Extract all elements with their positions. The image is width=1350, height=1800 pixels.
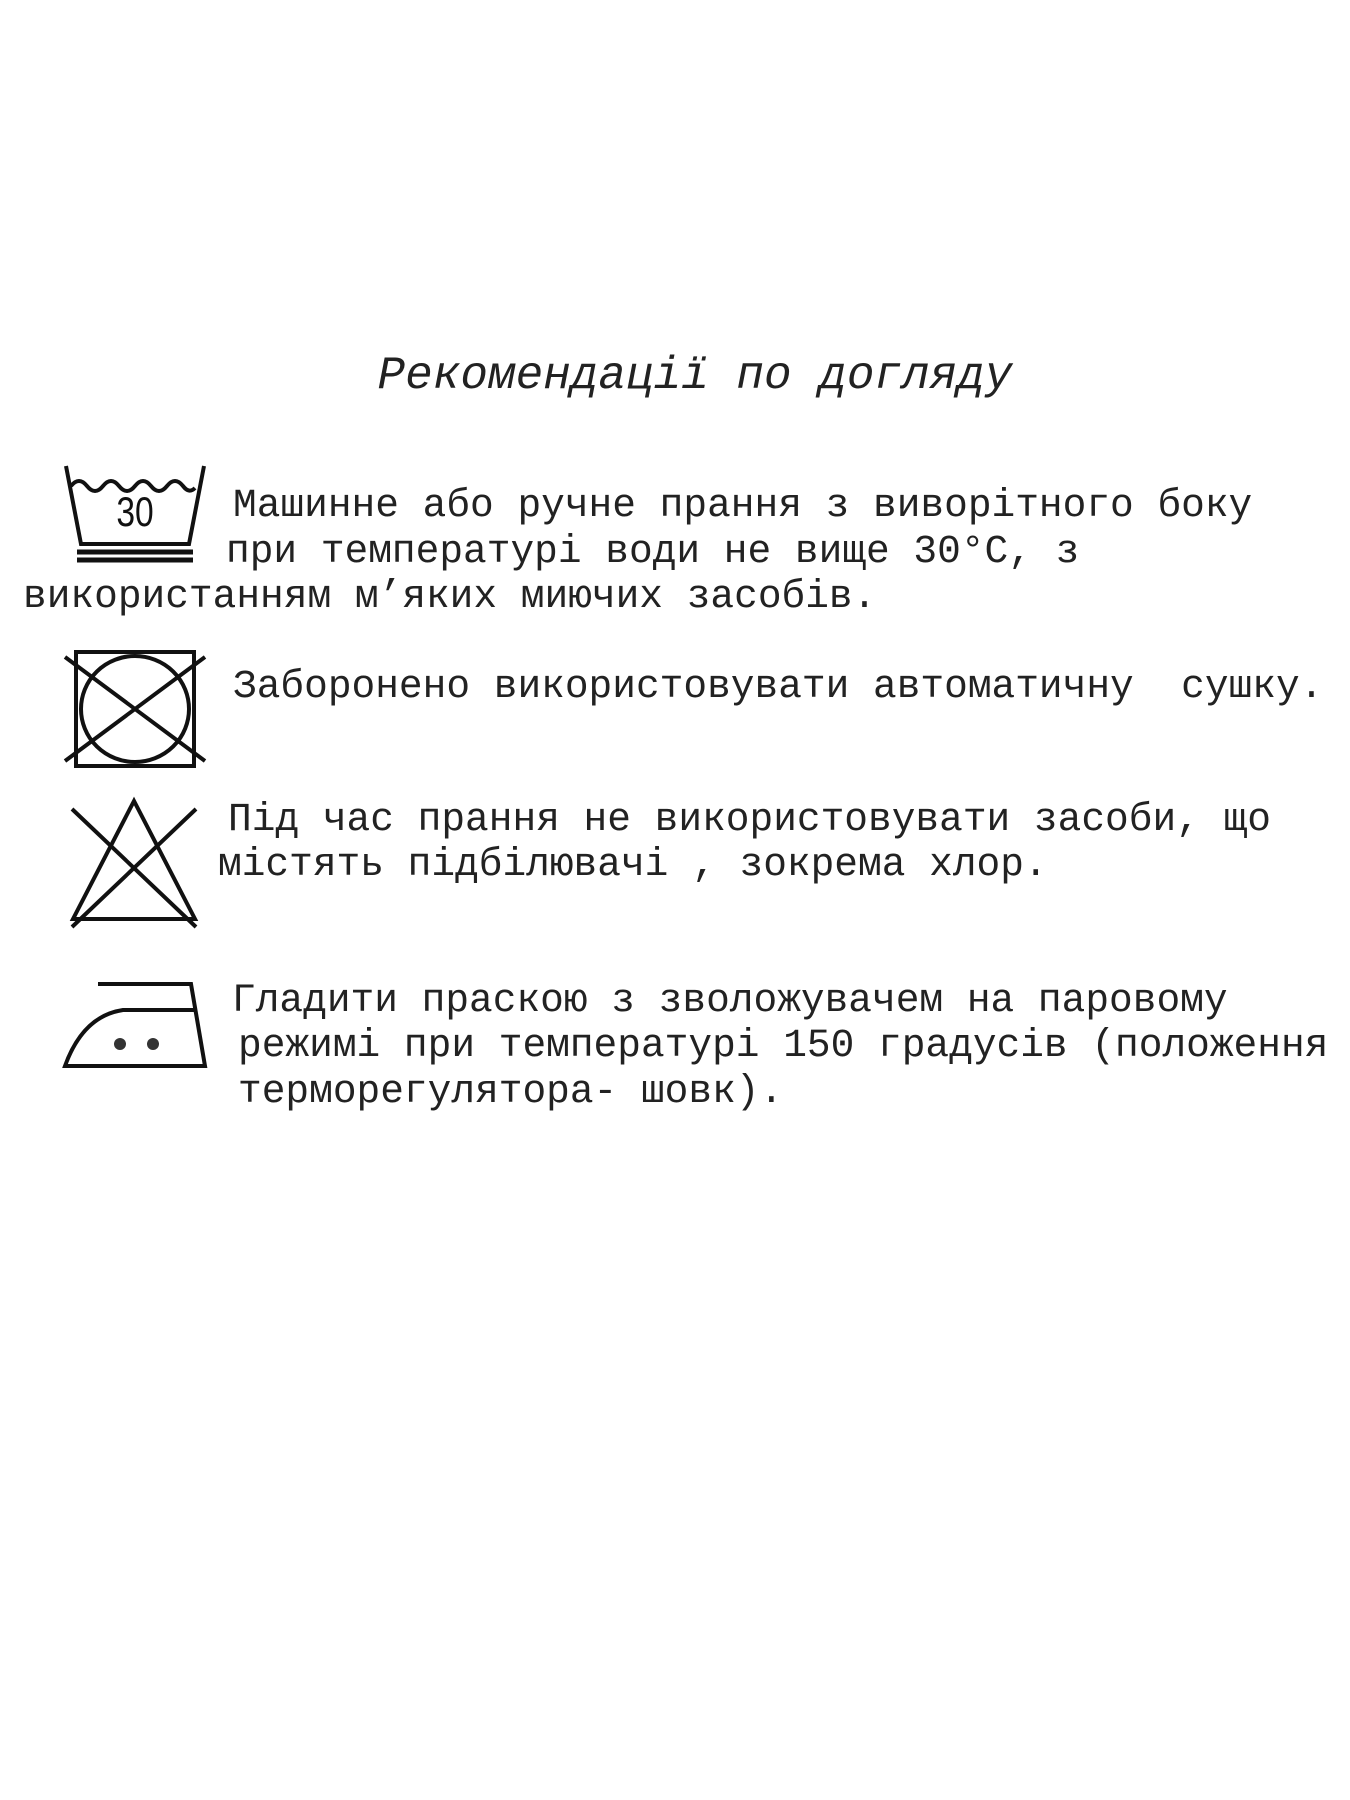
no-bleach-icon: [69, 799, 199, 929]
wash-temperature-label: 30: [116, 489, 154, 536]
item-4-line-2: режимі при температурі 150 градусів (положення: [238, 1023, 1329, 1068]
wash-30-icon: [63, 466, 207, 566]
item-4-line-3: терморегулятора- шовк).: [238, 1069, 784, 1114]
item-2-line-1: Заборонено використовувати автоматичну сушку.: [233, 664, 1324, 709]
page-title: Рекомендації по догляду: [377, 350, 1013, 402]
item-1-line-1: Машинне або ручне прання з виворітного боку: [233, 483, 1253, 528]
item-3-line-1: Під час прання не використовувати засоби, що: [228, 797, 1271, 842]
item-1-line-3: використанням м’яких миючих засобів.: [23, 574, 877, 619]
item-4-line-1: Гладити праскою з зволожувачем на паровому: [232, 978, 1228, 1023]
item-1-line-2: при температурі води не вище 30°С, з: [226, 529, 1080, 574]
iron-two-dots-icon: [63, 980, 207, 1070]
item-3-line-2: містять підбілювачі , зокрема хлор.: [218, 842, 1048, 887]
no-tumble-dry-icon: [63, 649, 207, 769]
